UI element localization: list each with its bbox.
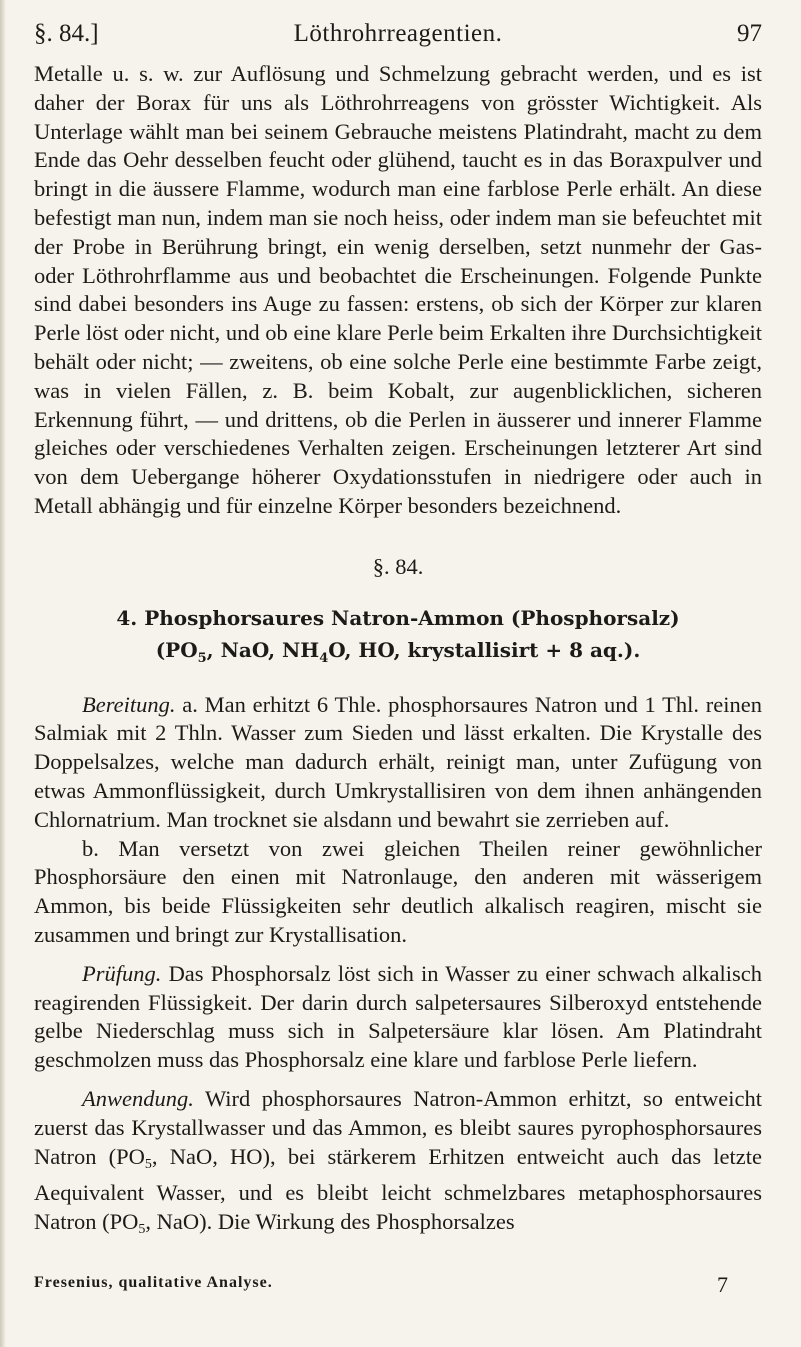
body-text (34, 60, 762, 1245)
page-number: 97 (737, 20, 762, 47)
heading-line-2: ($PO_5$, NaO, $NH_4O$, HO, krystallisirt + 8 aq.). (155, 637, 641, 666)
signature-line: Fresenius, qualitative Analyse. (34, 1274, 273, 1291)
page-spine-shadow (0, 0, 6, 1347)
section-number: §. 84. (372, 553, 424, 579)
page-footer (34, 1272, 728, 1300)
signature-mark: 7 (717, 1272, 728, 1297)
running-head-title: Löthrohrreagentien. (293, 20, 503, 47)
running-head-section: §. 84.] (34, 20, 99, 47)
paragraph-borax: Metalle u. s. w. zur Auflösung und Schmelzung gebracht werden, und es ist daher der Borax für uns als Löthrohrreagens von grösster Wichtigkeit. Als Unterlage wählt man bei seinem Gebrauche meistens Platindraht, macht zu dem Ende das Oehr desselben feucht oder glühend, taucht es in das Boraxpulver und bringt in die äussere Flamme, wodurch man eine farblose Perle erhält. An diese befestigt man nun, indem man sie noch heiss, oder indem man sie befeuchtet mit der Probe in Berührung bringt, ein wenig derselben, setzt nunmehr der Gas- oder Löthrohrflamme aus und beobachtet die Erscheinungen. Folgende Punkte sind dabei besonders ins Auge zu fassen: erstens, ob sich der Körper zur klaren Perle löst oder nicht, und ob eine klare Perle beim Erkalten ihre Durchsichtigkeit behält oder nicht; — zweitens, ob eine solche Perle eine bestimmte Farbe zeigt, was in vielen Fällen, z. B. beim Kobalt, zur augenblicklichen, sicheren Erkennung führt, — und drittens, ob die Perlen in äusserer und innerer Flamme gleiches oder verschiedenes Verhalten zeigen. Erscheinungen letzterer Art sind von dem Uebergange höherer Oxydationsstufen in niedrigere oder auch in Metall abhängig und für einzelne Körper besonders bezeichnend. (34, 61, 762, 518)
paragraph-anwendung: Anwendung. Wird phosphorsaures Natron-Ammon erhitzt, so entweicht zuerst das Krystallwasser und das Ammon, es bleibt saures pyrophosphorsaures Natron ($PO_5$, NaO, HO), bei stärkerem Erhitzen entweicht auch das letzte Aequivalent Wasser, und es bleibt leicht schmelzbares metaphosphorsaures Natron ($PO_5$, NaO). Die Wirkung des Phosphorsalzes (34, 1085, 763, 1238)
paragraph-bereitung-b: b. Man versetzt von zwei gleichen Theilen reiner gewöhnlicher Phosphorsäure den einen mit Natronlauge, den anderen mit wässerigem Ammon, bis beide Flüssigkeiten sehr deutlich alkalisch reagiren, mischt sie zusammen und bringt zur Krystallisation. (34, 835, 762, 947)
running-head (34, 14, 762, 54)
book-page (34, 0, 762, 1347)
label-pruefung: Prüfung. (82, 960, 162, 986)
section-heading (34, 602, 762, 675)
paragraph-pruefung: Prüfung. Das Phosphorsalz löst sich in Wasser zu einer schwach alkalisch reagirenden Flüssigkeit. Der darin durch salpetersaures Silberoxyd entstehende gelbe Niederschlag muss sich in Salpetersäure klar lösen. Am Platindraht geschmolzen muss das Phosphorsalz eine klare und farblose Perle liefern. (34, 960, 762, 1073)
heading-line-1: 4. Phosphorsaures Natron-Ammon (Phosphorsalz) (116, 605, 680, 630)
label-anwendung: Anwendung. (82, 1085, 194, 1111)
paragraph-bereitung-a: Bereitung. a. Man erhitzt 6 Thle. phosphorsaures Natron und 1 Thl. reinen Salmiak mit 2 Thln. Wasser zum Sieden und lässt erkalten. Die Krystalle des Doppelsalzes, welche man dadurch erhält, reinigt man, unter Zufügung von etwas Ammonflüssigkeit, durch Umkrystallisiren von dem ihnen anhängenden Chlornatrium. Man trocknet sie alsdann und bewahrt sie zerrieben auf. (34, 691, 762, 832)
label-bereitung: Bereitung. (82, 691, 176, 717)
